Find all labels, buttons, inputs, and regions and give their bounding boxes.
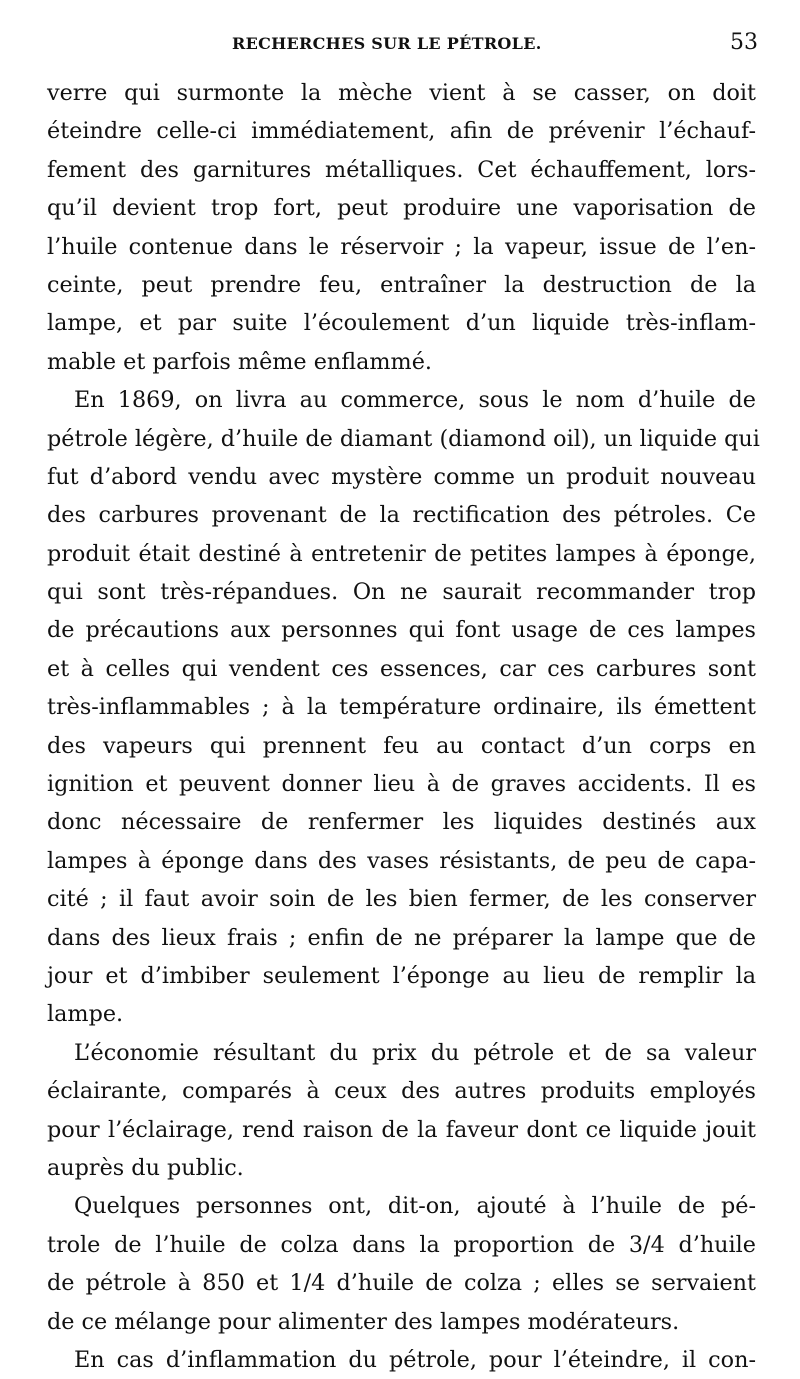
- text-line: auprès du public.: [47, 1154, 244, 1181]
- text-line: L’économie résultant du prix du pétrole et de sa valeur: [74, 1039, 756, 1066]
- text-line: des carbures provenant de la rectification des pétroles. Ce: [47, 502, 756, 529]
- text-line: trole de l’huile de colza dans la proportion de 3/4 d’huile: [47, 1231, 756, 1258]
- text-line: produit était destiné à entretenir de petites lampes à éponge,: [47, 540, 756, 567]
- text-line: lampe.: [47, 1001, 124, 1028]
- page-number: 53: [730, 30, 758, 55]
- text-line: fement des garnitures métalliques. Cet échauffement, lors-: [47, 156, 756, 183]
- text-line: des vapeurs qui prennent feu au contact d’un corps en: [47, 732, 756, 759]
- text-line: donc nécessaire de renfermer les liquides destinés aux: [47, 809, 756, 836]
- text-line: de précautions aux personnes qui font usage de ces lampes: [47, 617, 756, 644]
- text-line: éclairante, comparés à ceux des autres produits employés: [47, 1078, 756, 1105]
- text-line: l’huile contenue dans le réservoir ; la vapeur, issue de l’en-: [47, 233, 756, 260]
- running-head: [44, 30, 758, 58]
- text-line: En 1869, on livra au commerce, sous le nom d’huile de: [74, 387, 756, 414]
- text-line: ignition et peuvent donner lieu à de graves accidents. Il es: [47, 771, 756, 798]
- text-line: verre qui surmonte la mèche vient à se casser, on doit: [47, 80, 756, 106]
- text-line: mable et parfois même enflammé.: [47, 348, 432, 375]
- text-line: de ce mélange pour alimenter des lampes modérateurs.: [47, 1308, 680, 1335]
- text-line: qui sont très-répandues. On ne saurait recommander trop: [47, 579, 756, 606]
- text-line: lampe, et par suite l’écoulement d’un liquide très-inflam-: [47, 310, 756, 337]
- text-line: En cas d’inflammation du pétrole, pour l’éteindre, il con-: [74, 1346, 756, 1373]
- text-line: cité ; il faut avoir soin de les bien fermer, de les conserver: [47, 886, 756, 913]
- text-line: qu’il devient trop fort, peut produire une vaporisation de: [47, 195, 756, 222]
- text-line: éteindre celle-ci immédiatement, afin de prévenir l’échauf-: [47, 118, 756, 145]
- text-line: lampes à éponge dans des vases résistants, de peu de capa-: [47, 847, 756, 874]
- body-text: [47, 74, 760, 1379]
- text-line: Quelques personnes ont, dit-on, ajouté à l’huile de pé-: [74, 1193, 756, 1220]
- text-line: et à celles qui vendent ces essences, car ces carbures sont: [47, 655, 756, 682]
- running-title: RECHERCHES SUR LE PÉTROLE.: [232, 34, 542, 53]
- text-line: pour l’éclairage, rend raison de la faveur dont ce liquide jouit: [47, 1116, 756, 1143]
- text-line: très-inflammables ; à la température ordinaire, ils émettent: [47, 694, 756, 721]
- text-line: jour et d’imbiber seulement l’éponge au lieu de remplir la: [47, 962, 756, 989]
- text-line: pétrole légère, d’huile de diamant (diamond oil), un liquide qui: [47, 425, 760, 452]
- text-line: de pétrole à 850 et 1/4 d’huile de colza ; elles se servaient: [47, 1270, 756, 1297]
- text-line: dans des lieux frais ; enfin de ne préparer la lampe que de: [47, 924, 756, 951]
- text-line: ceinte, peut prendre feu, entraîner la destruction de la: [47, 271, 756, 298]
- text-line: fut d’abord vendu avec mystère comme un produit nouveau: [47, 463, 756, 490]
